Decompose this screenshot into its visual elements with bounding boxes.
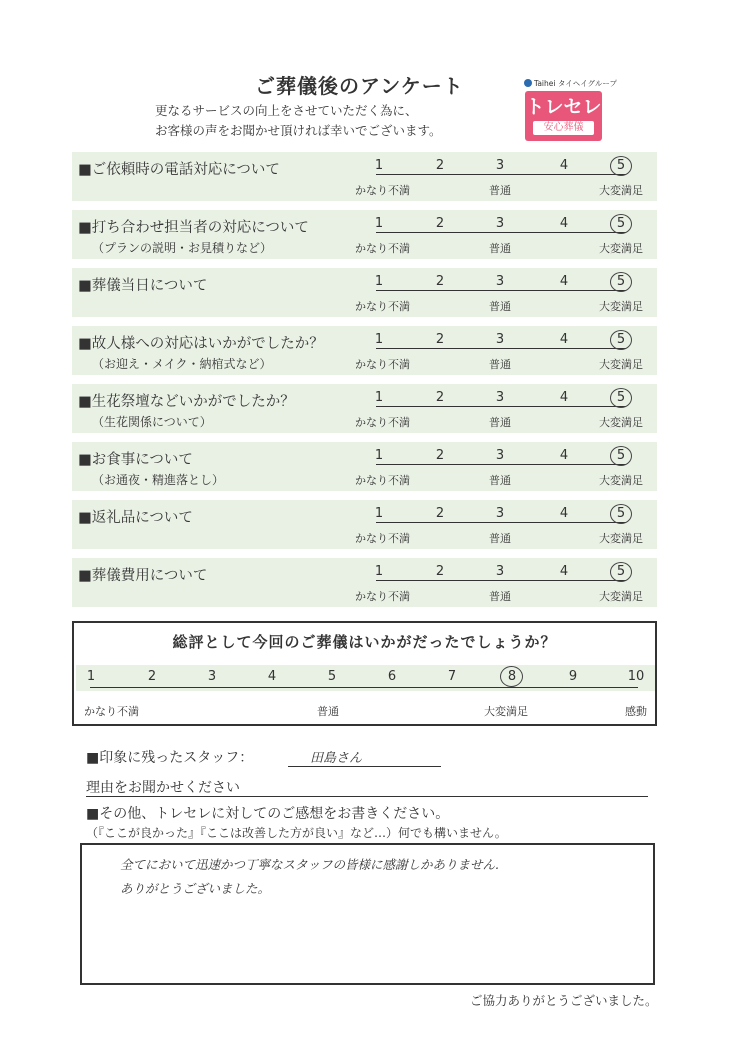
group-logo xyxy=(524,78,617,89)
selected-rating-circle xyxy=(610,156,632,176)
scale-number[interactable]: 4 xyxy=(559,216,569,231)
scale-number[interactable]: 4 xyxy=(559,564,569,579)
scale-number[interactable]: 1 xyxy=(374,390,384,405)
overall-scale-label: 感動 xyxy=(625,705,647,718)
scale-number[interactable]: 3 xyxy=(495,390,505,405)
scale-number[interactable]: 5 xyxy=(616,506,626,521)
scale-number[interactable]: 4 xyxy=(559,158,569,173)
scale-number[interactable]: 1 xyxy=(374,216,384,231)
scale-mid-label: 普通 xyxy=(489,358,511,371)
scale-number[interactable]: 5 xyxy=(616,332,626,347)
footer-thanks: ご協力ありがとうございました。 xyxy=(470,993,658,1008)
overall-scale-number[interactable]: 10 xyxy=(627,669,645,684)
overall-scale-label: 大変満足 xyxy=(484,705,528,718)
scale-line xyxy=(376,464,626,465)
intro-line-1: 更なるサービスの向上をさせていただく為に、 xyxy=(155,103,418,118)
selected-rating-circle xyxy=(610,214,632,234)
scale-mid-label: 普通 xyxy=(489,532,511,545)
overall-scale-number[interactable]: 5 xyxy=(327,669,337,684)
scale-number[interactable]: 5 xyxy=(616,216,626,231)
overall-scale-line xyxy=(90,687,638,688)
selected-rating-circle xyxy=(610,446,632,466)
question-row xyxy=(72,384,657,433)
question-sub-label: （お迎え・メイク・納棺式など） xyxy=(92,357,272,371)
intro-line-2: お客様の声をお聞かせ頂ければ幸いでございます。 xyxy=(155,123,442,138)
comment-line-2: ありがとうございました。 xyxy=(120,881,271,896)
comment-box xyxy=(80,843,655,985)
selected-rating-circle xyxy=(610,562,632,582)
scale-number[interactable]: 5 xyxy=(616,448,626,463)
scale-number[interactable]: 3 xyxy=(495,158,505,173)
scale-high-label: 大変満足 xyxy=(599,532,643,545)
overall-scale-number[interactable]: 7 xyxy=(447,669,457,684)
scale-low-label: かなり不満 xyxy=(355,184,410,197)
brand-name: トレセレ xyxy=(525,96,602,118)
staff-label: ■印象に残ったスタッフ： xyxy=(86,750,254,766)
question-row xyxy=(72,442,657,491)
scale-number[interactable]: 3 xyxy=(495,332,505,347)
overall-scale-number[interactable]: 1 xyxy=(86,669,96,684)
group-name: Taihei タイヘイグループ xyxy=(534,79,617,88)
reason-underline xyxy=(86,796,648,797)
scale-mid-label: 普通 xyxy=(489,416,511,429)
scale-number[interactable]: 3 xyxy=(495,274,505,289)
scale-number[interactable]: 1 xyxy=(374,158,384,173)
overall-scale-number[interactable]: 9 xyxy=(568,669,578,684)
question-label: ■返礼品について xyxy=(78,510,193,526)
scale-mid-label: 普通 xyxy=(489,300,511,313)
question-row xyxy=(72,152,657,201)
staff-underline xyxy=(288,766,441,767)
brand-logo xyxy=(525,91,602,141)
scale-mid-label: 普通 xyxy=(489,242,511,255)
scale-number[interactable]: 4 xyxy=(559,332,569,347)
scale-number[interactable]: 5 xyxy=(616,158,626,173)
scale-number[interactable]: 2 xyxy=(435,448,445,463)
overall-rating-box xyxy=(72,621,657,726)
scale-low-label: かなり不満 xyxy=(355,358,410,371)
scale-number[interactable]: 1 xyxy=(374,274,384,289)
question-row xyxy=(72,268,657,317)
scale-low-label: かなり不満 xyxy=(355,532,410,545)
overall-question: 総評として今回のご葬儀はいかがだったでしょうか？ xyxy=(172,633,557,651)
scale-number[interactable]: 2 xyxy=(435,564,445,579)
scale-high-label: 大変満足 xyxy=(599,358,643,371)
comment-line-1: 全てにおいて迅速かつ丁寧なスタッフの皆様に感謝しかありません. xyxy=(120,857,499,872)
scale-line xyxy=(376,348,626,349)
scale-line xyxy=(376,406,626,407)
comment-handwritten xyxy=(120,853,499,901)
scale-number[interactable]: 2 xyxy=(435,274,445,289)
other-comments-label: ■その他、トレセレに対してのご感想をお書きください。 xyxy=(86,806,450,822)
overall-scale-number[interactable]: 6 xyxy=(387,669,397,684)
scale-number[interactable]: 5 xyxy=(616,564,626,579)
question-label: ■故人様への対応はいかがでしたか？ xyxy=(78,336,324,352)
scale-low-label: かなり不満 xyxy=(355,590,410,603)
overall-selected-circle xyxy=(500,666,523,687)
staff-name-handwritten: 田島さん xyxy=(310,751,363,766)
scale-number[interactable]: 2 xyxy=(435,506,445,521)
question-label: ■葬儀費用について xyxy=(78,568,208,584)
overall-scale-label: かなり不満 xyxy=(84,705,139,718)
question-label: ■ご依頼時の電話対応について xyxy=(78,162,280,178)
scale-number[interactable]: 4 xyxy=(559,506,569,521)
question-label: ■葬儀当日について xyxy=(78,278,208,294)
scale-number[interactable]: 1 xyxy=(374,506,384,521)
question-sub-label: （生花関係について） xyxy=(92,415,212,429)
selected-rating-circle xyxy=(610,330,632,350)
question-sub-label: （お通夜・精進落とし） xyxy=(92,473,225,487)
question-label: ■生花祭壇などいかがでしたか？ xyxy=(78,394,295,410)
question-label: ■打ち合わせ担当者の対応について xyxy=(78,220,309,236)
scale-line xyxy=(376,580,626,581)
overall-scale-number[interactable]: 8 xyxy=(507,669,517,684)
scale-high-label: 大変満足 xyxy=(599,242,643,255)
overall-scale-number[interactable]: 3 xyxy=(207,669,217,684)
scale-low-label: かなり不満 xyxy=(355,242,410,255)
scale-number[interactable]: 2 xyxy=(435,216,445,231)
question-row xyxy=(72,326,657,375)
scale-number[interactable]: 4 xyxy=(559,390,569,405)
question-row xyxy=(72,558,657,607)
scale-number[interactable]: 3 xyxy=(495,216,505,231)
question-label: ■お食事について xyxy=(78,452,193,468)
scale-high-label: 大変満足 xyxy=(599,184,643,197)
question-row xyxy=(72,210,657,259)
survey-title: ご葬儀後のアンケート xyxy=(255,74,464,98)
scale-low-label: かなり不満 xyxy=(355,474,410,487)
scale-number[interactable]: 5 xyxy=(616,390,626,405)
selected-rating-circle xyxy=(610,272,632,292)
scale-high-label: 大変満足 xyxy=(599,300,643,313)
selected-rating-circle xyxy=(610,504,632,524)
question-row xyxy=(72,500,657,549)
scale-high-label: 大変満足 xyxy=(599,474,643,487)
scale-line xyxy=(376,174,626,175)
scale-high-label: 大変満足 xyxy=(599,416,643,429)
scale-number[interactable]: 1 xyxy=(374,332,384,347)
scale-mid-label: 普通 xyxy=(489,184,511,197)
scale-number[interactable]: 4 xyxy=(559,448,569,463)
scale-number[interactable]: 2 xyxy=(435,158,445,173)
scale-low-label: かなり不満 xyxy=(355,300,410,313)
question-sub-label: （プランの説明・お見積りなど） xyxy=(92,241,273,255)
selected-rating-circle xyxy=(610,388,632,408)
scale-low-label: かなり不満 xyxy=(355,416,410,429)
other-comments-note: （『ここが良かった』『ここは改善した方が良い』など…）何でも構いません。 xyxy=(86,826,507,840)
scale-number[interactable]: 2 xyxy=(435,390,445,405)
scale-number[interactable]: 3 xyxy=(495,506,505,521)
scale-number[interactable]: 4 xyxy=(559,274,569,289)
brand-tagline: 安心葬儀 xyxy=(533,121,594,135)
scale-line xyxy=(376,522,626,523)
scale-mid-label: 普通 xyxy=(489,474,511,487)
intro-text xyxy=(155,101,442,141)
overall-scale-number[interactable]: 4 xyxy=(267,669,277,684)
scale-number[interactable]: 1 xyxy=(374,448,384,463)
scale-number[interactable]: 3 xyxy=(495,448,505,463)
scale-mid-label: 普通 xyxy=(489,590,511,603)
scale-line xyxy=(376,232,626,233)
scale-number[interactable]: 2 xyxy=(435,332,445,347)
scale-number[interactable]: 5 xyxy=(616,274,626,289)
overall-scale-label: 普通 xyxy=(317,705,339,718)
scale-line xyxy=(376,290,626,291)
overall-scale-number[interactable]: 2 xyxy=(147,669,157,684)
taihei-logo-icon xyxy=(524,79,532,87)
scale-high-label: 大変満足 xyxy=(599,590,643,603)
scale-number[interactable]: 3 xyxy=(495,564,505,579)
scale-number[interactable]: 1 xyxy=(374,564,384,579)
reason-label: 理由をお聞かせください xyxy=(86,780,240,796)
